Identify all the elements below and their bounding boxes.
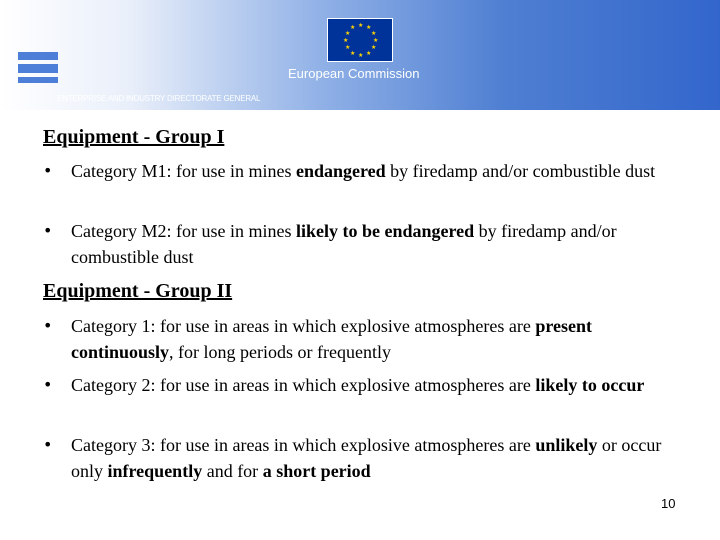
section-heading: Equipment - Group I: [43, 126, 225, 148]
list-item: • Category M2: for use in mines likely to be endangered by firedamp and/or combustible dust: [43, 218, 683, 270]
bullet-icon: •: [43, 161, 53, 180]
logo-bar: [18, 64, 58, 73]
logo-bar: [18, 52, 58, 60]
list-item: • Category 1: for use in areas in which explosive atmospheres are present continuously, for long periods or frequently: [43, 313, 683, 365]
star-icon: ★: [366, 24, 372, 31]
star-icon: ★: [371, 44, 377, 51]
list-item: • Category 2: for use in areas in which explosive atmospheres are likely to occur: [43, 372, 683, 398]
bullet-icon: •: [43, 435, 53, 454]
star-icon: ★: [373, 37, 379, 44]
star-icon: ★: [345, 44, 351, 51]
bullet-icon: •: [43, 316, 53, 335]
star-icon: ★: [350, 50, 356, 57]
header-banner: [0, 0, 720, 110]
page-number: 10: [661, 496, 676, 511]
list-item: • Category 3: for use in areas in which explosive atmospheres are unlikely or occur only infrequently and for a short period: [43, 432, 683, 484]
star-icon: ★: [371, 30, 377, 37]
star-icon: ★: [358, 22, 364, 29]
organization-name: European Commission: [288, 66, 420, 81]
directorate-name: ENTERPRISE AND INDUSTRY DIRECTORATE GENERAL: [57, 94, 261, 103]
eu-flag-icon: [327, 18, 393, 62]
bullet-icon: •: [43, 221, 53, 240]
star-icon: ★: [366, 50, 372, 57]
star-icon: ★: [345, 30, 351, 37]
bullet-icon: •: [43, 375, 53, 394]
star-icon: ★: [358, 52, 364, 59]
star-icon: ★: [350, 24, 356, 31]
list-item: • Category M1: for use in mines endangered by firedamp and/or combustible dust: [43, 158, 683, 184]
star-icon: ★: [343, 37, 349, 44]
section-heading: Equipment - Group II: [43, 280, 233, 302]
logo-bar: [18, 77, 58, 83]
